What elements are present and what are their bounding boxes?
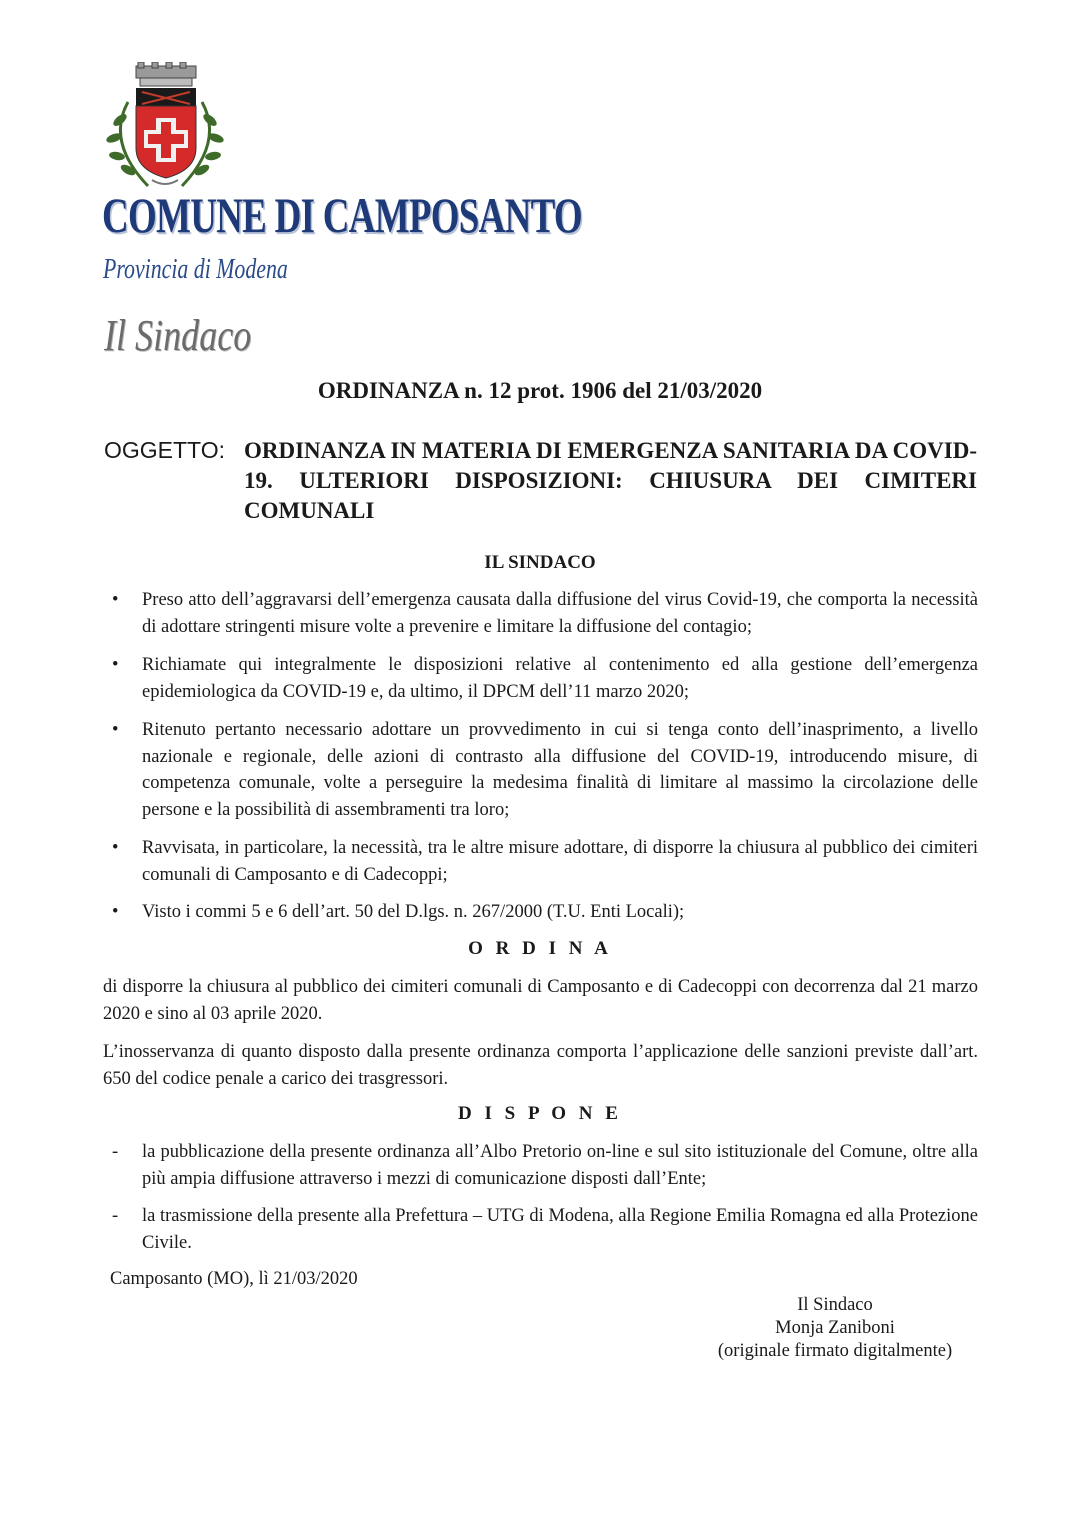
signature-note: (originale firmato digitalmente) [717,1341,953,1361]
signature-block [690,1294,980,1363]
provision-text: la trasmissione della presente alla Prefettura – UTG di Modena, alla Regione Emilia Romagna ed alla Protezione Civile. [142,1206,978,1253]
provisions-heading: D I S P O N E [458,1103,622,1124]
signature-name: Monja Zaniboni [775,1318,895,1338]
provision-text: la pubblicazione della presente ordinanza all’Albo Pretorio on-line e sul sito istituzionale del Comune, oltre alla più ampia diffusione attraverso i mezzi di comunicazione disposti dall’Ente; [142,1142,978,1189]
bullet-marker: • [112,655,119,675]
sanction-paragraph: L’inosservanza di quanto disposto dalla presente ordinanza comporta l’applicazione delle sanzioni previste dall’art. 650 del codice penale a carico dei trasgressori. [103,1042,978,1089]
premise-text: Ritenuto pertanto necessario adottare un provvedimento in cui si tenga conto dell’inasprimento, a livello nazionale e regionale, delle azioni di contrasto alla diffusione del COVID-19, introducendo misure, di competenza comunale, volte a perseguire la medesima finalità di limitare al massimo la circolazione delle persone e la possibilità di assembramenti tra loro; [142,720,978,820]
dash-marker: - [112,1142,119,1162]
coat-of-arms-logo [100,62,230,190]
orders-heading: O R D I N A [468,938,612,959]
bullet-marker: • [112,720,119,740]
place-date: Camposanto (MO), lì 21/03/2020 [110,1269,358,1289]
premise-text: Visto i commi 5 e 6 dell’art. 50 del D.lgs. n. 267/2000 (T.U. Enti Locali); [142,902,685,922]
provision-item [112,1203,978,1256]
province-name: Provincia di Modena [103,254,288,285]
office-title: Il Sindaco [104,311,252,360]
bullet-marker: • [112,590,119,610]
premise-text: Preso atto dell’aggravarsi dell’emergenza causata dalla diffusione del virus Covid-19, che comporta la necessità di adottare stringenti misure volte a prevenire e limitare la diffusione del contagio; [142,590,978,637]
premise-item [112,587,978,640]
provision-item [112,1139,978,1192]
premise-item [112,835,978,888]
dash-marker: - [112,1206,119,1226]
bullet-marker: • [112,838,119,858]
order-paragraph: di disporre la chiusura al pubblico dei cimiteri comunali di Camposanto e di Cadecoppi con decorrenza dal 21 marzo 2020 e sino al 03 aprile 2020. [103,977,978,1024]
ordinance-number: ORDINANZA n. 12 prot. 1906 del 21/03/2020 [317,378,763,403]
municipality-name: COMUNE DI CAMPOSANTO [102,187,582,243]
bullet-marker: • [112,902,119,922]
subject-label: OGGETTO: [104,437,225,463]
premise-text: Ravvisata, in particolare, la necessità, tra le altre misure adottare, di disporre la chiusura al pubblico dei cimiteri comunali di Camposanto e di Cadecoppi; [142,838,978,885]
premise-item [112,652,978,705]
premise-item [112,899,978,926]
subject-text: ORDINANZA IN MATERIA DI EMERGENZA SANITARIA DA COVID-19. ULTERIORI DISPOSIZIONI: CHIUSURA DEI CIMITERI COMUNALI [244,438,977,523]
mayor-heading: IL SINDACO [484,552,596,573]
premise-text: Richiamate qui integralmente le disposizioni relative al contenimento ed alla gestione dell’emergenza epidemiologica da COVID-19 e, da ultimo, il DPCM dell’11 marzo 2020; [142,655,978,702]
premise-item [112,717,978,823]
signature-title: Il Sindaco [797,1295,873,1315]
